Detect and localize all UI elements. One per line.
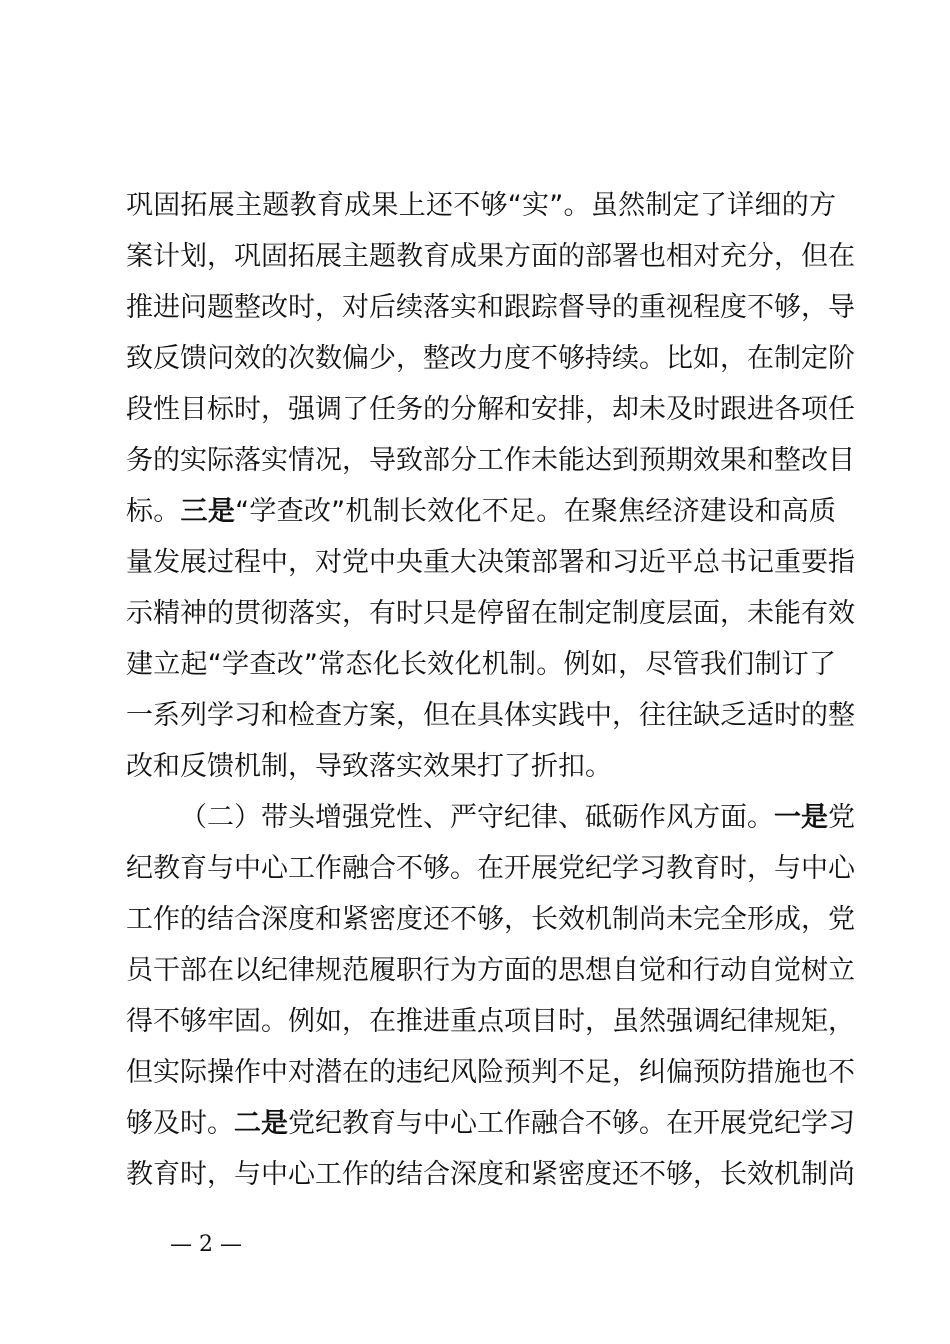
bold-run: 一是 (774, 802, 828, 833)
text-line (126, 282, 855, 333)
text-run: 段性目标时，强调了任务的分解和安排，却未及时跟进各项任 (126, 394, 855, 425)
text-run: 够及时。 (126, 1108, 234, 1139)
text-run: 党 (828, 802, 855, 833)
text-run: 推进问题整改时，对后续落实和跟踪督导的重视程度不够，导 (126, 292, 855, 323)
text-run: 一系列学习和检查方案，但在具体实践中，往往缺乏适时的整 (126, 700, 855, 731)
text-run: 案计划，巩固拓展主题教育成果方面的部署也相对充分，但在 (126, 241, 855, 272)
text-line (126, 486, 836, 537)
body-text (126, 180, 855, 1200)
text-line (126, 792, 855, 843)
bold-run: 三是 (180, 496, 236, 527)
text-line (126, 741, 836, 792)
text-run: 标。 (126, 496, 181, 527)
text-run: 员干部在以纪律规范履职行为方面的思想自觉和行动自觉树立 (126, 955, 855, 986)
text-run: 量发展过程中，对党中央重大决策部署和习近平总书记重要指 (126, 547, 855, 578)
text-line (126, 690, 855, 741)
text-run: 纪教育与中心工作融合不够。在开展党纪学习教育时，与中心 (126, 853, 855, 884)
text-line (126, 435, 855, 486)
text-run: 示精神的贯彻落实，有时只是停留在制定制度层面，未能有效 (126, 598, 855, 629)
paragraph-2 (126, 792, 855, 1200)
text-line (126, 894, 855, 945)
text-run: 改和反馈机制，导致落实效果打了折扣。 (126, 751, 612, 782)
text-line (126, 180, 836, 231)
text-line (126, 996, 855, 1047)
text-line (126, 1149, 855, 1200)
text-run: “学查改”机制长效化不足。在聚焦经济建设和高质 (235, 496, 837, 527)
text-run: （二）带头增强党性、严守纪律、砥砺作风方面。 (180, 802, 774, 833)
text-line (126, 384, 855, 435)
text-run: 但实际操作中对潜在的违纪风险预判不足，纠偏预防措施也不 (126, 1057, 855, 1088)
text-run: 巩固拓展主题教育成果上还不够“实”。虽然制定了详细的方 (126, 190, 836, 221)
text-line (126, 1098, 855, 1149)
page-number: — 2 — (170, 1232, 242, 1257)
text-run: 致反馈问效的次数偏少，整改力度不够持续。比如，在制定阶 (126, 343, 855, 374)
text-run: 教育时，与中心工作的结合深度和紧密度还不够，长效机制尚 (126, 1159, 855, 1190)
text-line (126, 231, 855, 282)
text-run: 得不够牢固。例如，在推进重点项目时，虽然强调纪律规矩， (126, 1006, 855, 1037)
text-line (126, 1047, 855, 1098)
paragraph-1 (126, 180, 855, 792)
text-run: 工作的结合深度和紧密度还不够，长效机制尚未完全形成，党 (126, 904, 855, 935)
text-run: 务的实际落实情况，导致部分工作未能达到预期效果和整改目 (126, 445, 855, 476)
text-line (126, 537, 855, 588)
text-line (126, 945, 855, 996)
text-run: 建立起“学查改”常态化长效化机制。例如，尽管我们制订了 (126, 649, 836, 680)
text-line (126, 843, 855, 894)
text-line (126, 588, 855, 639)
bold-run: 二是 (234, 1108, 288, 1139)
text-run: 党纪教育与中心工作融合不够。在开展党纪学习 (288, 1108, 855, 1139)
text-line (126, 639, 836, 690)
text-line (126, 333, 855, 384)
